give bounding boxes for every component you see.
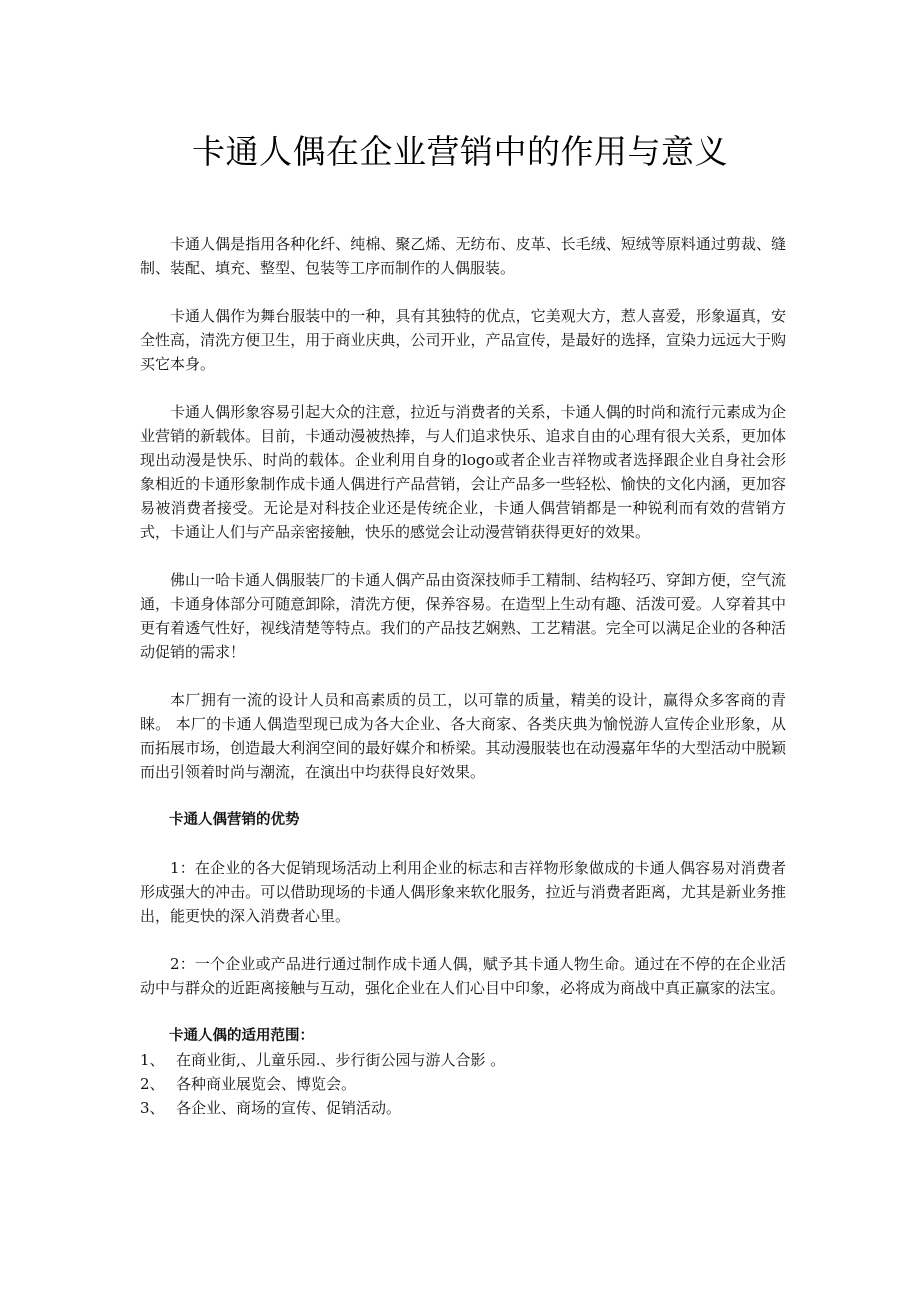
scope-item-number: 2、 <box>140 1075 165 1093</box>
section-heading-advantages: 卡通人偶营销的优势 <box>169 812 300 828</box>
scope-item-text: 各种商业展览会、博览会。 <box>176 1075 357 1093</box>
scope-item-number: 3、 <box>140 1099 165 1117</box>
scope-list-item <box>140 1072 786 1096</box>
paragraph-factory-team: 本厂拥有一流的设计人员和高素质的员工，以可靠的质量，精美的设计，赢得众多客商的青睐。 本厂的卡通人偶造型现已成为各大企业、各大商家、各类庆典为愉悦游人宣传企业形象，从而拓展市场，创造最大利润空间的最好媒介和桥梁。其动漫服装也在动漫嘉年华的大型活动中脱颖而出引领着时尚与潮流，在演出中均获得良好效果。 <box>140 691 786 781</box>
advantage-item-2: 2：一个企业或产品进行通过制作成卡通人偶，赋予其卡通人物生命。通过在不停的在企业活动中与群众的近距离接触与互动，强化企业在人们心目中印象，必将成为商战中真正赢家的法宝。 <box>140 955 786 997</box>
paragraph-factory-products: 佛山一哈卡通人偶服装厂的卡通人偶产品由资深技师手工精制、结构轻巧、穿卸方便，空气流通，卡通身体部分可随意卸除，清洗方便，保养容易。在造型上生动有趣、活泼可爱。人穿着其中更有着透气性好，视线清楚等特点。我们的产品技艺娴熟、工艺精湛。完全可以满足企业的各种活动促销的需求！ <box>140 571 786 661</box>
scope-item-text: 在商业街,、儿童乐园.、步行街公园与游人合影 。 <box>176 1051 506 1069</box>
paragraph-definition: 卡通人偶是指用各种化纤、纯棉、聚乙烯、无纺布、皮革、长毛绒、短绒等原料通过剪裁、缝制、装配、填充、整型、包装等工序而制作的人偶服装。 <box>140 235 786 277</box>
section-heading-scope: 卡通人偶的适用范围： <box>169 1028 314 1044</box>
scope-item-number: 1、 <box>140 1051 165 1069</box>
scope-item-text: 各企业、商场的宣传、促销活动。 <box>176 1099 402 1117</box>
paragraph-advantages-stage: 卡通人偶作为舞台服装中的一种，具有其独特的优点，它美观大方，惹人喜爱，形象逼真，安全性高，清洗方便卫生，用于商业庆典，公司开业，产品宣传，是最好的选择，宣染力远远大于购买它本身。 <box>140 307 786 373</box>
document-body <box>140 232 786 1120</box>
scope-list-item <box>140 1048 786 1072</box>
scope-list <box>140 1048 786 1120</box>
paragraph-marketing-carrier: 卡通人偶形象容易引起大众的注意，拉近与消费者的关系，卡通人偶的时尚和流行元素成为企业营销的新载体。目前，卡通动漫被热捧，与人们追求快乐、追求自由的心理有很大关系，更加体现出动漫是快乐、时尚的载体。企业利用自身的logo或者企业吉祥物或者选择跟企业自身社会形象相近的卡通形象制作成卡通人偶进行产品营销，会让产品多一些轻松、愉快的文化内涵，更加容易被消费者接受。无论是对科技企业还是传统企业，卡通人偶营销都是一种锐利而有效的营销方式，卡通让人们与产品亲密接触，快乐的感觉会让动漫营销获得更好的效果。 <box>140 403 786 541</box>
advantage-item-1: 1：在企业的各大促销现场活动上利用企业的标志和吉祥物形象做成的卡通人偶容易对消费者形成强大的冲击。可以借助现场的卡通人偶形象来软化服务，拉近与消费者距离，尤其是新业务推出，能更快的深入消费者心里。 <box>140 859 786 925</box>
page-title: 卡通人偶在企业营销中的作用与意义 <box>192 132 728 171</box>
scope-list-item <box>140 1096 786 1120</box>
